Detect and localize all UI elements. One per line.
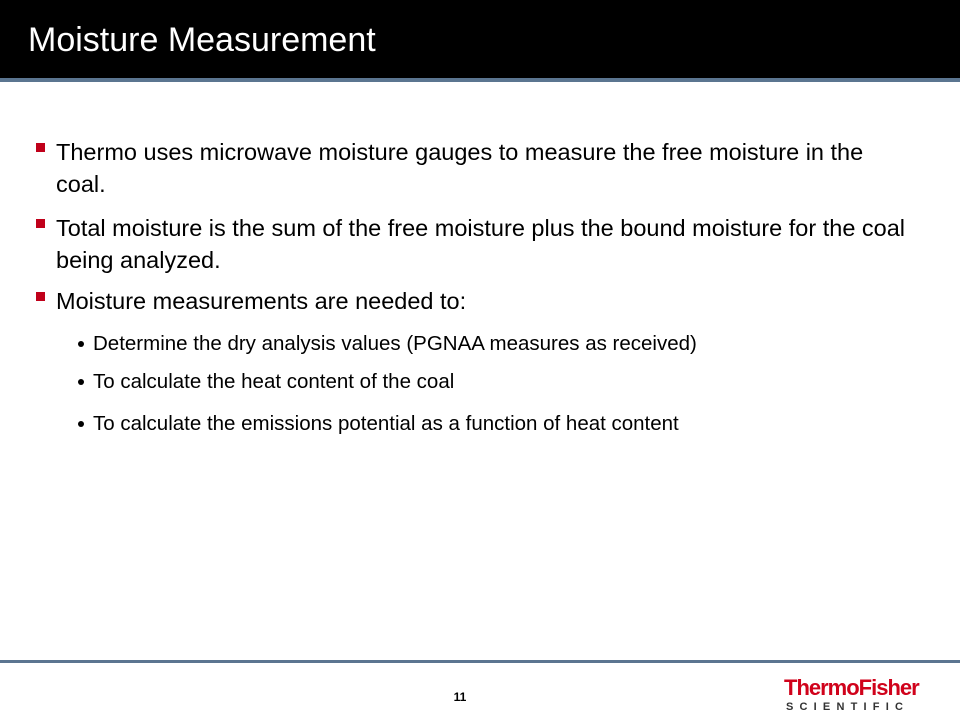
- square-bullet-icon: [36, 219, 45, 228]
- dot-bullet-icon: [78, 341, 84, 347]
- logo-brand-text: ThermoFisher: [784, 675, 919, 700]
- bullet-text: Thermo uses microwave moisture gauges to measure the free moisture in the coal.: [56, 139, 864, 197]
- sub-bullet-text: Determine the dry analysis values (PGNAA measures as received): [93, 332, 697, 355]
- footer-divider: [0, 660, 960, 663]
- dot-bullet-icon: [78, 379, 84, 385]
- sub-bullet-text: To calculate the emissions potential as a function of heat content: [93, 412, 679, 435]
- bullet-text: Total moisture is the sum of the free moisture plus the bound moisture for the coal being analyzed.: [56, 215, 906, 273]
- bullet-text: Moisture measurements are needed to:: [56, 288, 467, 314]
- slide-title: Moisture Measurement: [28, 21, 376, 59]
- logo-subtext: SCIENTIFIC: [786, 701, 910, 713]
- square-bullet-icon: [36, 292, 45, 301]
- sub-bullet-text: To calculate the heat content of the coal: [93, 370, 455, 393]
- dot-bullet-icon: [78, 421, 84, 427]
- thermo-fisher-logo: [784, 676, 924, 716]
- square-bullet-icon: [36, 143, 45, 152]
- page-number: 11: [453, 690, 467, 704]
